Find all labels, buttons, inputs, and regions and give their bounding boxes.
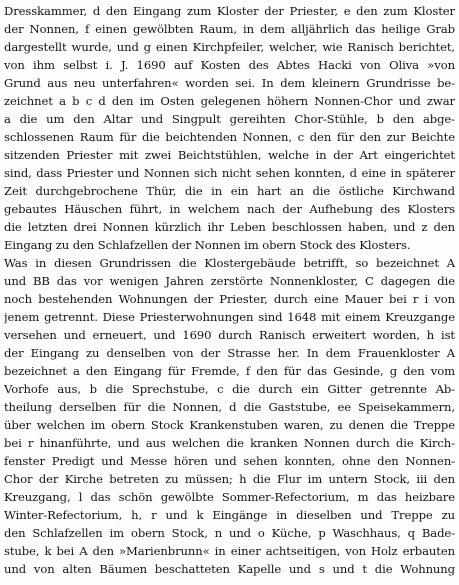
text-line: Was in diesen Grundrissen die Klostergebäude betrifft, so bezeichnet A	[4, 256, 455, 270]
text-line: theilung derselben für die Nonnen, d die Gaststube, ee Speisekammern,	[4, 400, 455, 414]
text-line: gebautes Häuschen führt, in welchem nach der Aufhebung des Klosters	[4, 202, 455, 216]
text-line: versehen und erneuert, und 1690 durch Ranisch erweitert worden, h ist	[4, 328, 455, 342]
text-line: zeichnet a b c d den im Osten gelegenen höhern Nonnen-Chor und zwar	[4, 94, 455, 108]
text-line: über welchen im obern Stock Krankenstuben waren, zu denen die Treppe	[4, 418, 455, 432]
text-line: sind, dass Priester und Nonnen sich nicht sehen konnten, d eine in späterer	[4, 166, 455, 180]
text-line: dargestellt wurde, und g einen Kirchpfeiler, welcher, wie Ranisch berichtet,	[4, 40, 455, 54]
text-line: und BB das vor wenigen Jahren zerstörte Nonnenkloster, C dagegen die	[4, 274, 455, 288]
text-line: Winter-Refectorium, h, r und k Eingänge in dieselben und Treppe zu	[4, 508, 455, 522]
text-line: Vorhofe aus, b die Sprechstube, c die durch ein Gitter getrennte Ab-	[4, 382, 455, 396]
text-line: die letzten drei Nonnen kürzlich ihr Leben beschlossen haben, und z den	[4, 220, 455, 234]
text-line: stube, k bei A den »Marienbrunn« in einer achtseitigen, von Holz erbauten	[4, 544, 455, 558]
text-line: und von alten Bäumen beschatteten Kapelle und s und t die Wohnung	[4, 562, 455, 576]
text-line: Eingang zu den Schlafzellen der Nonnen im obern Stock des Klosters.	[4, 238, 411, 252]
text-line: Kreuzgang, l das schön gewölbte Sommer-Refectorium, m das heizbare	[4, 490, 455, 504]
text-line: Dresskammer, d den Eingang zum Kloster der Priester, e den zum Kloster	[4, 4, 455, 18]
text-line: der Nonnen, f einen gewölbten Raum, in dem alljährlich das heilige Grab	[4, 22, 455, 36]
text-line: bezeichnet a den Eingang für Fremde, f den für das Gesinde, g den vom	[4, 364, 455, 378]
text-line: der Eingang zu denselben von der Strasse her. In dem Frauenkloster A	[4, 346, 455, 360]
text-line: fenster Predigt und Messe hören und sehen konnten, ohne den Nonnen-	[4, 454, 455, 468]
text-line: von ihm selbst i. J. 1690 auf Kosten des Abtes Hacki von Oliva »von	[4, 58, 455, 72]
text-line: bei r hinanführte, und aus welchen die kranken Nonnen durch die Kirch-	[4, 436, 455, 450]
text-line: sitzenden Priester mit zwei Beichtstühlen, welche in der Art eingerichtet	[4, 148, 455, 162]
text-line: noch bestehenden Wohnungen der Priester, durch eine Mauer bei r i von	[4, 292, 455, 306]
text-line: Zeit durchgebrochene Thür, die in ein hart an die östliche Kirchwand	[4, 184, 455, 198]
text-line: jenem getrennt. Diese Priesterwohnungen sind 1648 mit einem Kreuzgange	[4, 310, 455, 324]
text-line: schlossenen Raum für die beichtenden Nonnen, c den für den zur Beichte	[4, 130, 455, 144]
text-line: a die um den Altar und Singpult gereihten Chor-Stühle, b den abge-	[4, 112, 455, 126]
text-line: den Schlafzellen im obern Stock, n und o Küche, p Waschhaus, q Bade-	[4, 526, 455, 540]
text-line: Grund aus neu unterfahren« worden sei. In dem kleinern Grundrisse be-	[4, 76, 455, 90]
body-text	[4, 2, 455, 578]
text-line: Chor der Kirche betreten zu müssen; h die Flur im untern Stock, iii den	[4, 472, 455, 486]
